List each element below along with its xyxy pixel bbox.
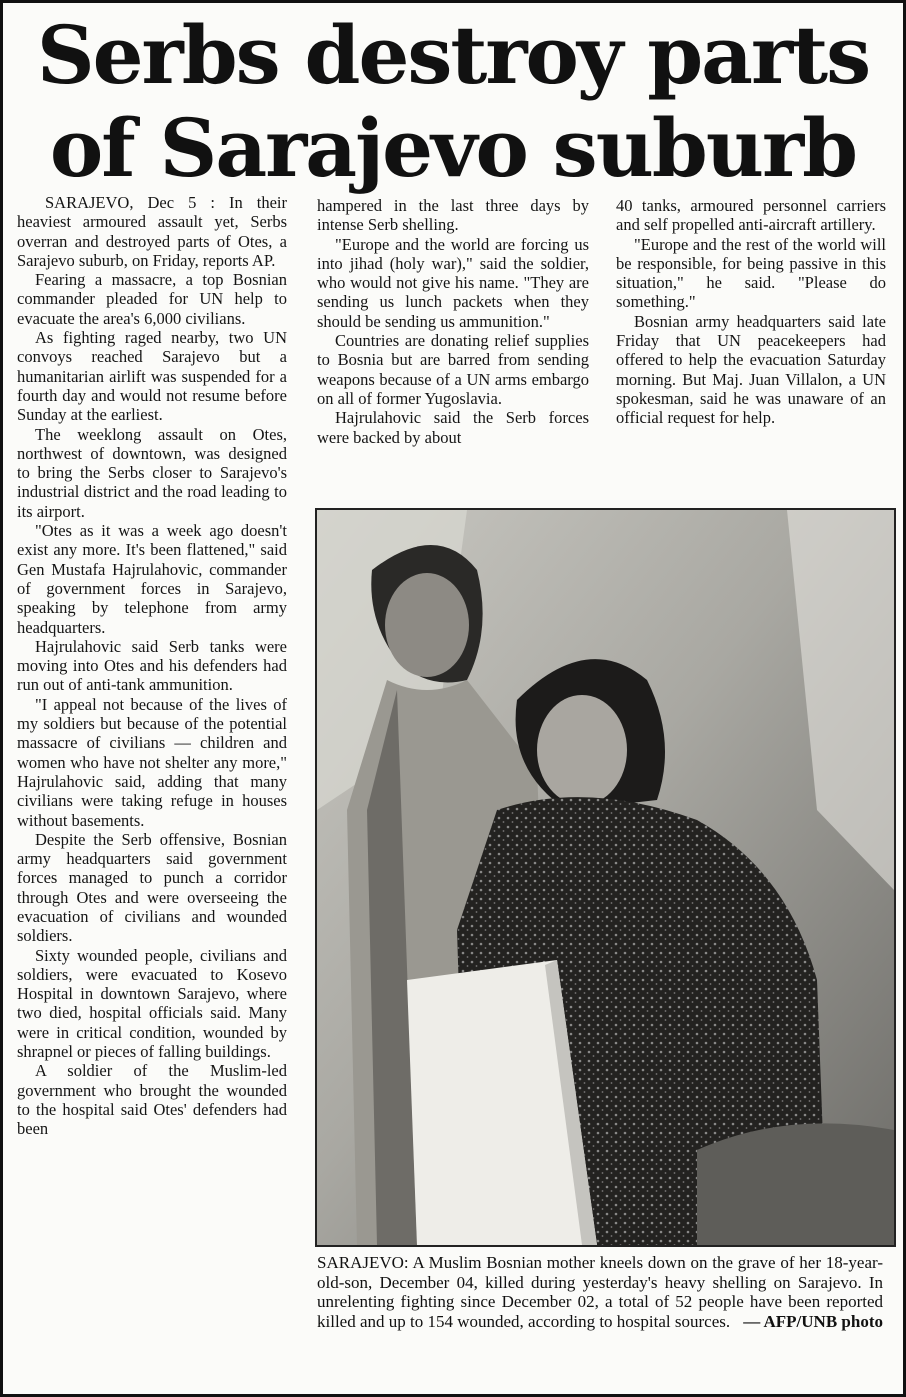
paragraph: "Otes as it was a week ago doesn't exist any more. It's been flattened," said Gen Mustafa Hajrulahovic, commander of government forces in Sarajevo, speaking by telephone from army headquarters. (17, 521, 287, 637)
paragraph: SARAJEVO, Dec 5 : In their heaviest armoured assault yet, Serbs overran and destroyed parts of Otes, a Sarajevo suburb, on Friday, reports AP. (17, 193, 287, 270)
paragraph: hampered in the last three days by intense Serb shelling. (317, 196, 589, 235)
paragraph: The weeklong assault on Otes, northwest of downtown, was designed to bring the Serbs closer to Sarajevo's industrial district and the road leading to its airport. (17, 424, 287, 521)
photo-caption (317, 1253, 883, 1331)
paragraph: Sixty wounded people, civilians and soldiers, were evacuated to Kosevo Hospital in downtown Sarajevo, where two died, hospital officials said. Many were in critical condition, wounded by shrapnel or pieces of falling buildings. (17, 945, 287, 1062)
photo-credit: — AFP/UNB photo (743, 1311, 883, 1331)
article-column-1 (17, 193, 287, 1385)
article-column-3 (616, 196, 886, 502)
paragraph: Hajrulahovic said the Serb forces were backed by about (317, 408, 589, 447)
paragraph: Bosnian army headquarters said late Friday that UN peacekeepers had offered to help the evacuation Saturday morning. But Maj. Juan Villalon, a UN spokesman, said he was unaware of an official request for help. (616, 311, 886, 428)
paragraph: "Europe and the rest of the world will be responsible, for being passive in this situation," he said. "Please do something." (616, 234, 886, 312)
paragraph: Fearing a massacre, a top Bosnian commander pleaded for UN help to evacuate the area's 6,000 civilians. (17, 270, 287, 328)
caption-text: SARAJEVO: A Muslim Bosnian mother kneels down on the grave of her 18-year-old-son, December 04, killed during yesterday's heavy shelling on Sarajevo. In unrelenting fighting since December 02, a total of 52 people have been reported killed and up to 154 wounded, according to hospital sources. (317, 1253, 883, 1331)
article-column-2 (317, 196, 589, 502)
headline: Serbs destroy parts of Sarajevo suburb (36, 8, 870, 195)
paragraph: 40 tanks, armoured personnel carriers and self propelled anti-aircraft artillery. (616, 196, 886, 235)
news-photo (315, 508, 896, 1247)
paragraph: As fighting raged nearby, two UN convoys reached Sarajevo but a humanitarian airlift was suspended for a fourth day and would not resume before Sunday at the earliest. (17, 328, 287, 425)
photo-illustration (317, 510, 894, 1245)
paragraph: A soldier of the Muslim-led government who brought the wounded to the hospital said Otes' defenders had been (17, 1061, 287, 1139)
paragraph: Despite the Serb offensive, Bosnian army headquarters said government forces managed to punch a corridor through Otes and were overseeing the evacuation of civilians and wounded soldiers. (17, 829, 287, 946)
paragraph: "Europe and the world are forcing us into jihad (holy war)," said the soldier, who would not give his name. "They are sending us lunch packets when they should be sending us ammunition." (317, 234, 589, 331)
paragraph: Hajrulahovic said Serb tanks were moving into Otes and his defenders had run out of anti-tank ammunition. (17, 636, 287, 695)
paragraph: "I appeal not because of the lives of my soldiers but because of the potential massacre of civilians — children and women who have not shelter any more," Hajrulahovic said, adding that many civilians were taking refuge in houses without basements. (17, 694, 287, 830)
paragraph: Countries are donating relief supplies to Bosnia but are barred from sending weapons because of a UN arms embargo on all of former Yugoslavia. (317, 331, 589, 408)
